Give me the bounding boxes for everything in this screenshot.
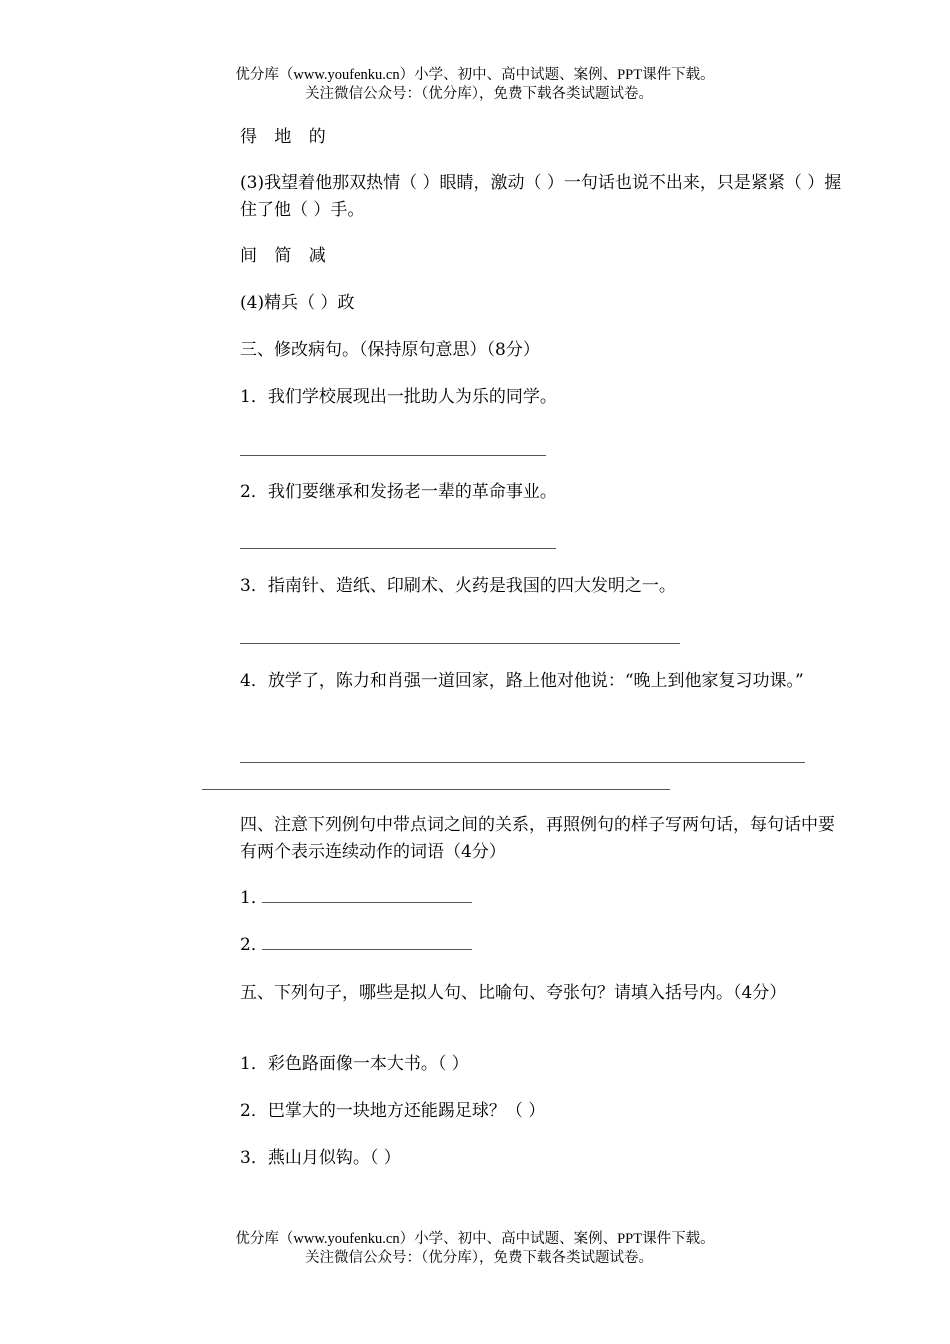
question-2-3: (3)我望着他那双热情（ ）眼睛，激动（ ）一句话也说不出来，只是紧紧（ ）握住了他（ ）手。 [240,173,842,220]
section-3-item-2: 2．我们要继承和发扬老一辈的革命事业。 [240,482,557,502]
section-3-item-3: 3．指南针、造纸、印刷术、火药是我国的四大发明之一。 [240,576,676,596]
answer-line-3-1[interactable] [240,455,546,456]
footer-line-1: 优分库（www.youfenku.cn）小学、初中、高中试题、案例、PPT课件下载。 [235,1231,715,1247]
section-4-item-1 [202,885,844,912]
answer-blank-4-1[interactable] [262,888,472,903]
section-3-title: 三、修改病句。（保持原句意思）（8分） [240,340,540,360]
section-3-item-4: 4．放学了，陈力和肖强一道回家，路上他对他说：“晚上到他家复习功课。” [240,671,804,691]
section-4-item-1-label: 1． [240,888,268,908]
answer-line-3-2[interactable] [240,548,556,549]
header-line-2: 关注微信公众号：（优分库），免费下载各类试题试卷。 [305,86,653,102]
section-3-item-1: 1．我们学校展现出一批助人为乐的同学。 [240,387,557,407]
section-4-item-2-label: 2． [240,935,268,955]
page-footer [0,1230,950,1268]
section-5-item-1: 1．彩色路面像一本大书。（ ） [240,1054,469,1074]
page-header [0,66,950,104]
section-5-title: 五、下列句子，哪些是拟人句、比喻句、夸张句？请填入括号内。（4分） [240,983,787,1003]
answer-line-3-4b[interactable] [202,789,670,790]
answer-blank-4-2[interactable] [262,935,472,950]
header-line-1: 优分库（www.youfenku.cn）小学、初中、高中试题、案例、PPT课件下载。 [235,67,715,83]
question-2-4: (4)精兵（ ）政 [240,293,355,313]
word-options-jian: 间 简 减 [240,246,332,266]
section-4-title: 四、注意下列例句中带点词之间的关系，再照例句的样子写两句话，每句话中要有两个表示连续动作的词语（4分） [240,815,835,862]
footer-line-2: 关注微信公众号：（优分库），免费下载各类试题试卷。 [305,1250,653,1266]
answer-line-3-4a[interactable] [240,762,805,763]
word-options-de: 得 地 的 [240,127,332,147]
section-5-item-2: 2．巴掌大的一块地方还能踢足球？（ ） [240,1101,546,1121]
answer-line-3-3[interactable] [240,643,680,644]
section-5-item-3: 3．燕山月似钩。（ ） [240,1148,401,1168]
section-4-item-2 [202,932,844,959]
